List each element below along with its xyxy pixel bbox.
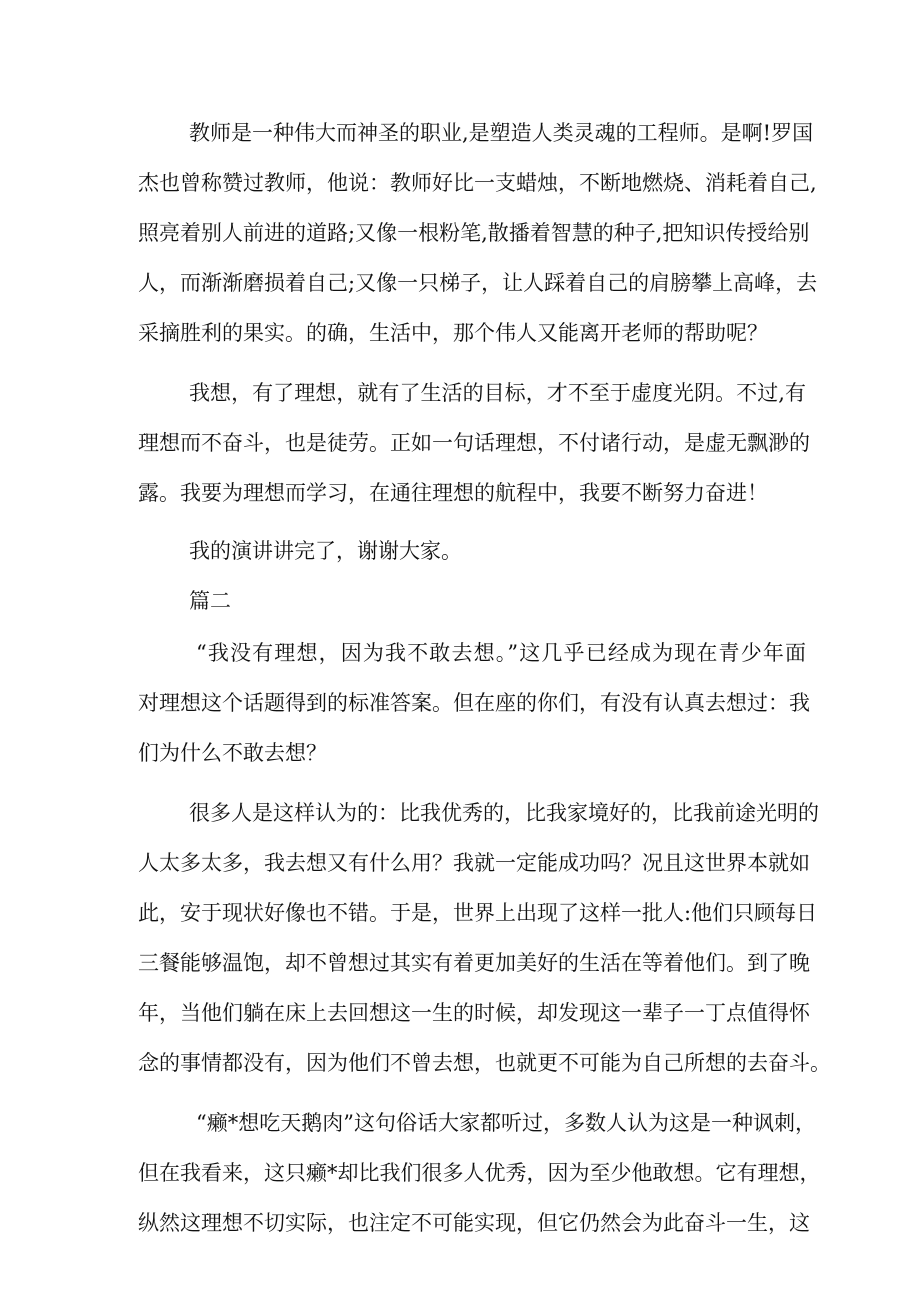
body-line: 此，安于现状好像也不错。于是，世界上出现了这样一批人:他们只顾每日 bbox=[138, 901, 818, 925]
body-line: 念的事情都没有，因为他们不曾去想，也就更不可能为自己所想的去奋斗。 bbox=[138, 1051, 831, 1075]
body-line: 人太多太多，我去想又有什么用？我就一定能成功吗？况且这世界本就如 bbox=[138, 851, 810, 875]
body-line: 露。我要为理想而学习，在通往理想的航程中，我要不断努力奋进！ bbox=[138, 481, 768, 505]
body-line: “癞*想吃天鹅肉”这句俗话大家都听过，多数人认为这是一种讽刺， bbox=[196, 1111, 816, 1135]
body-line: 年，当他们躺在床上去回想这一生的时候，却发现这一辈子一丁点值得怀 bbox=[138, 1001, 810, 1025]
body-line: 对理想这个话题得到的标准答案。但在座的你们，有没有认真去想过：我 bbox=[138, 691, 810, 715]
body-line: 杰也曾称赞过教师，他说：教师好比一支蜡烛，不断地燃烧、消耗着自己, bbox=[138, 171, 817, 195]
body-line: 照亮着别人前进的道路;又像一根粉笔,散播着智慧的种子,把知识传授给别 bbox=[138, 221, 810, 245]
body-line: 但在我看来，这只癞*却比我们很多人优秀，因为至少他敢想。它有理想， bbox=[138, 1161, 821, 1185]
body-line: 我想，有了理想，就有了生活的目标，才不至于虚度光阴。不过,有 bbox=[189, 381, 806, 405]
body-line: 采摘胜利的果实。的确，生活中，那个伟人又能离开老师的帮助呢？ bbox=[138, 321, 768, 345]
body-line: 教师是一种伟大而神圣的职业,是塑造人类灵魂的工程师。是啊!罗国 bbox=[189, 121, 814, 145]
body-line: 理想而不奋斗，也是徒劳。正如一句话理想，不付诸行动，是虚无飘渺的 bbox=[138, 431, 810, 455]
body-line: 我的演讲讲完了，谢谢大家。 bbox=[189, 539, 462, 563]
body-line: 们为什么不敢去想？ bbox=[138, 741, 327, 765]
section-heading: 篇二 bbox=[189, 589, 231, 613]
body-line: “我没有理想，因为我不敢去想。”这几乎已经成为现在青少年面 bbox=[196, 641, 806, 665]
body-line: 很多人是这样认为的：比我优秀的，比我家境好的，比我前途光明的 bbox=[189, 801, 819, 825]
body-line: 纵然这理想不切实际，也注定不可能实现，但它仍然会为此奋斗一生，这 bbox=[138, 1211, 810, 1235]
body-line: 人，而渐渐磨损着自己;又像一只梯子，让人踩着自己的肩膀攀上高峰，去 bbox=[138, 271, 818, 295]
body-line: 三餐能够温饱，却不曾想过其实有着更加美好的生活在等着他们。到了晚 bbox=[138, 951, 810, 975]
